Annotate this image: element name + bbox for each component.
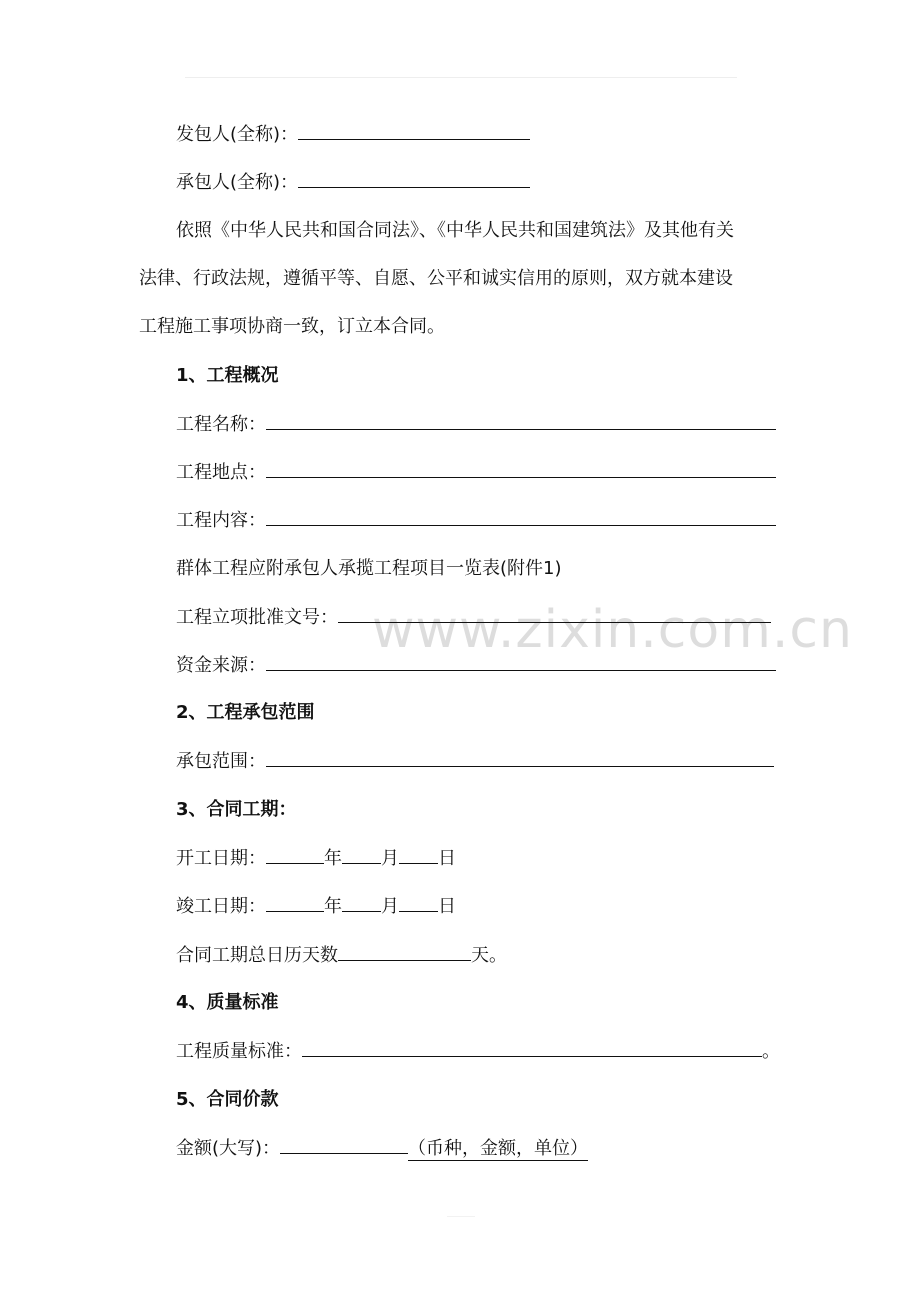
start-year-blank[interactable] <box>266 845 324 864</box>
total-days-label: 合同工期总日历天数 <box>176 945 338 966</box>
start-day-unit: 日 <box>438 848 456 869</box>
quality-standard-label: 工程质量标准： <box>176 1041 302 1062</box>
project-location-line <box>176 459 776 486</box>
section1-heading: 1、工程概况 <box>176 365 279 386</box>
start-month-blank[interactable] <box>342 845 381 864</box>
group-project-note: 群体工程应附承包人承揽工程项目一览表(附件1) <box>176 558 562 579</box>
project-location-label: 工程地点： <box>176 462 266 483</box>
amount-hint: （币种，金额，单位） <box>408 1138 589 1159</box>
start-day-blank[interactable] <box>399 845 438 864</box>
project-content-label: 工程内容： <box>176 510 266 531</box>
preamble-line-3: 工程施工事项协商一致，订立本合同。 <box>139 316 445 337</box>
quality-standard-blank[interactable] <box>302 1038 762 1057</box>
approval-number-label: 工程立项批准文号： <box>176 607 338 628</box>
quality-standard-end: 。 <box>762 1041 780 1062</box>
start-date-line <box>176 845 456 872</box>
funding-source-line <box>176 652 776 679</box>
project-content-blank[interactable] <box>266 507 776 526</box>
section4-heading: 4、质量标准 <box>176 992 279 1013</box>
scope-line <box>176 748 774 775</box>
project-name-line <box>176 411 776 438</box>
start-month-unit: 月 <box>381 848 399 869</box>
end-date-label: 竣工日期： <box>176 896 266 917</box>
start-year-unit: 年 <box>324 848 342 869</box>
section2-heading: 2、工程承包范围 <box>176 702 315 723</box>
end-month-blank[interactable] <box>342 893 381 912</box>
header-rule <box>185 77 737 78</box>
amount-blank[interactable] <box>280 1135 408 1154</box>
funding-source-label: 资金来源： <box>176 655 266 676</box>
section5-heading: 5、合同价款 <box>176 1089 279 1110</box>
contractor-blank[interactable] <box>298 169 530 188</box>
employer-line <box>176 121 530 148</box>
end-month-unit: 月 <box>381 896 399 917</box>
amount-line <box>176 1135 588 1162</box>
scope-blank[interactable] <box>266 748 774 767</box>
project-content-line <box>176 507 776 534</box>
contractor-label: 承包人(全称)： <box>176 172 299 193</box>
section3-heading: 3、合同工期： <box>176 799 297 820</box>
funding-source-blank[interactable] <box>266 652 776 671</box>
preamble-line-1: 依照《中华人民共和国合同法》、《中华人民共和国建筑法》及其他有关 <box>176 220 734 241</box>
employer-blank[interactable] <box>298 121 530 140</box>
watermark: www.zixin.com.cn <box>372 600 853 660</box>
total-days-suffix: 天。 <box>471 945 507 966</box>
amount-label: 金额(大写)： <box>176 1138 281 1159</box>
start-date-label: 开工日期： <box>176 848 266 869</box>
project-name-label: 工程名称： <box>176 414 266 435</box>
total-days-blank[interactable] <box>338 942 471 961</box>
employer-label: 发包人(全称)： <box>176 124 299 145</box>
footer-mark <box>447 1216 475 1217</box>
approval-number-line <box>176 604 771 631</box>
contractor-line <box>176 169 530 196</box>
approval-number-blank[interactable] <box>338 604 771 623</box>
project-location-blank[interactable] <box>266 459 776 478</box>
end-year-blank[interactable] <box>266 893 324 912</box>
end-day-blank[interactable] <box>399 893 438 912</box>
preamble-line-2: 法律、行政法规，遵循平等、自愿、公平和诚实信用的原则，双方就本建设 <box>139 268 733 289</box>
end-day-unit: 日 <box>438 896 456 917</box>
quality-standard-line <box>176 1038 780 1065</box>
scope-label: 承包范围： <box>176 751 266 772</box>
end-year-unit: 年 <box>324 896 342 917</box>
project-name-blank[interactable] <box>266 411 776 430</box>
end-date-line <box>176 893 456 920</box>
total-days-line <box>176 942 507 969</box>
